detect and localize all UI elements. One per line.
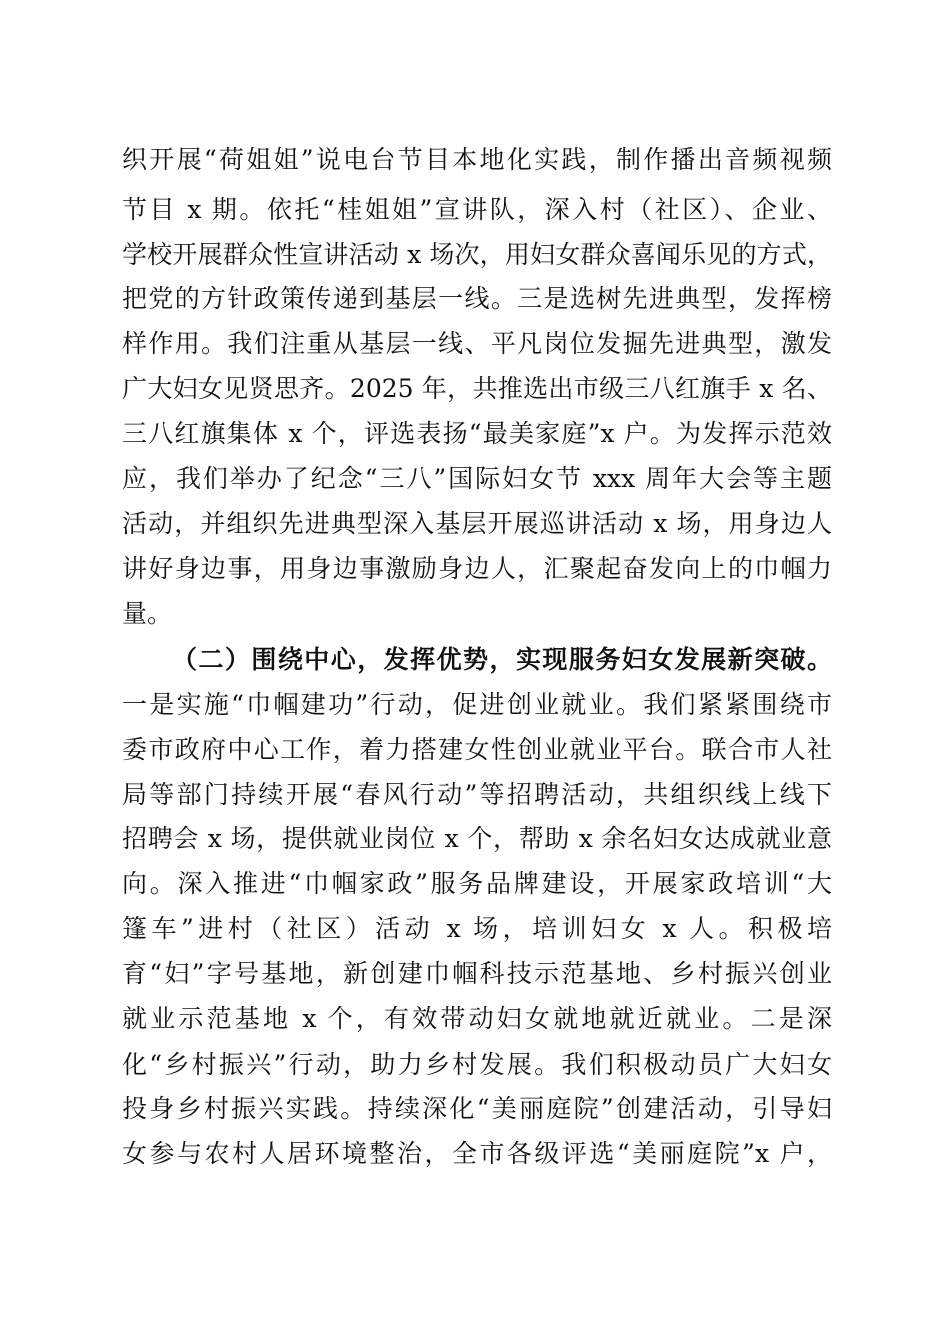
paragraph-line: 招聘会 x 场，提供就业岗位 x 个，帮助 x 余名妇女达成就业意 — [122, 824, 832, 853]
paragraph-line: 局等部门持续开展“春风行动”等招聘活动，共组织线上线下 — [122, 780, 832, 809]
paragraph-line: 就业示范基地 x 个，有效带动妇女就地就近就业。二是深 — [122, 1004, 832, 1033]
paragraph-line: 讲好身边事，用身边事激励身边人，汇聚起奋发向上的巾帼力 — [122, 554, 832, 583]
paragraph-line: 投身乡村振兴实践。持续深化“美丽庭院”创建活动，引导妇 — [122, 1094, 832, 1123]
paragraph-line: 学校开展群众性宣讲活动 x 场次，用妇女群众喜闻乐见的方式， — [122, 240, 832, 269]
paragraph-line: 广大妇女见贤思齐。2025 年，共推选出市级三八红旗手 x 名、 — [122, 374, 832, 403]
paragraph-line: 样作用。我们注重从基层一线、平凡岗位发掘先进典型，激发 — [122, 329, 832, 358]
paragraph-line: 应，我们举办了纪念“三八”国际妇女节 xxx 周年大会等主题 — [122, 464, 832, 493]
paragraph-line: 织开展“荷姐姐”说电台节目本地化实践，制作播出音频视频 — [122, 145, 832, 174]
paragraph-line: 节目 x 期。依托“桂姐姐”宣讲队，深入村（社区）、企业、 — [122, 195, 832, 224]
paragraph-line: 一是实施“巾帼建功”行动，促进创业就业。我们紧紧围绕市 — [122, 690, 832, 719]
paragraph-line: 化“乡村振兴”行动，助力乡村发展。我们积极动员广大妇女 — [122, 1050, 832, 1079]
paragraph-line: 篷车”进村（社区）活动 x 场，培训妇女 x 人。积极培 — [122, 914, 832, 943]
paragraph-line: 向。深入推进“巾帼家政”服务品牌建设，开展家政培训“大 — [122, 869, 832, 898]
section-heading: （二）围绕中心，发挥优势，实现服务妇女发展新突破。 — [172, 645, 832, 674]
paragraph-line: 育“妇”字号基地，新创建巾帼科技示范基地、乡村振兴创业 — [122, 959, 832, 988]
paragraph-line: 量。 — [122, 599, 173, 628]
paragraph-line: 委市政府中心工作，着力搭建女性创业就业平台。联合市人社 — [122, 735, 832, 764]
paragraph-line: 女参与农村人居环境整治，全市各级评选“美丽庭院”x 户， — [122, 1139, 832, 1168]
paragraph-line: 把党的方针政策传递到基层一线。三是选树先进典型，发挥榜 — [122, 284, 832, 313]
paragraph-line: 活动，并组织先进典型深入基层开展巡讲活动 x 场，用身边人 — [122, 509, 832, 538]
paragraph-line: 三八红旗集体 x 个，评选表扬“最美家庭”x 户。为发挥示范效 — [122, 419, 832, 448]
